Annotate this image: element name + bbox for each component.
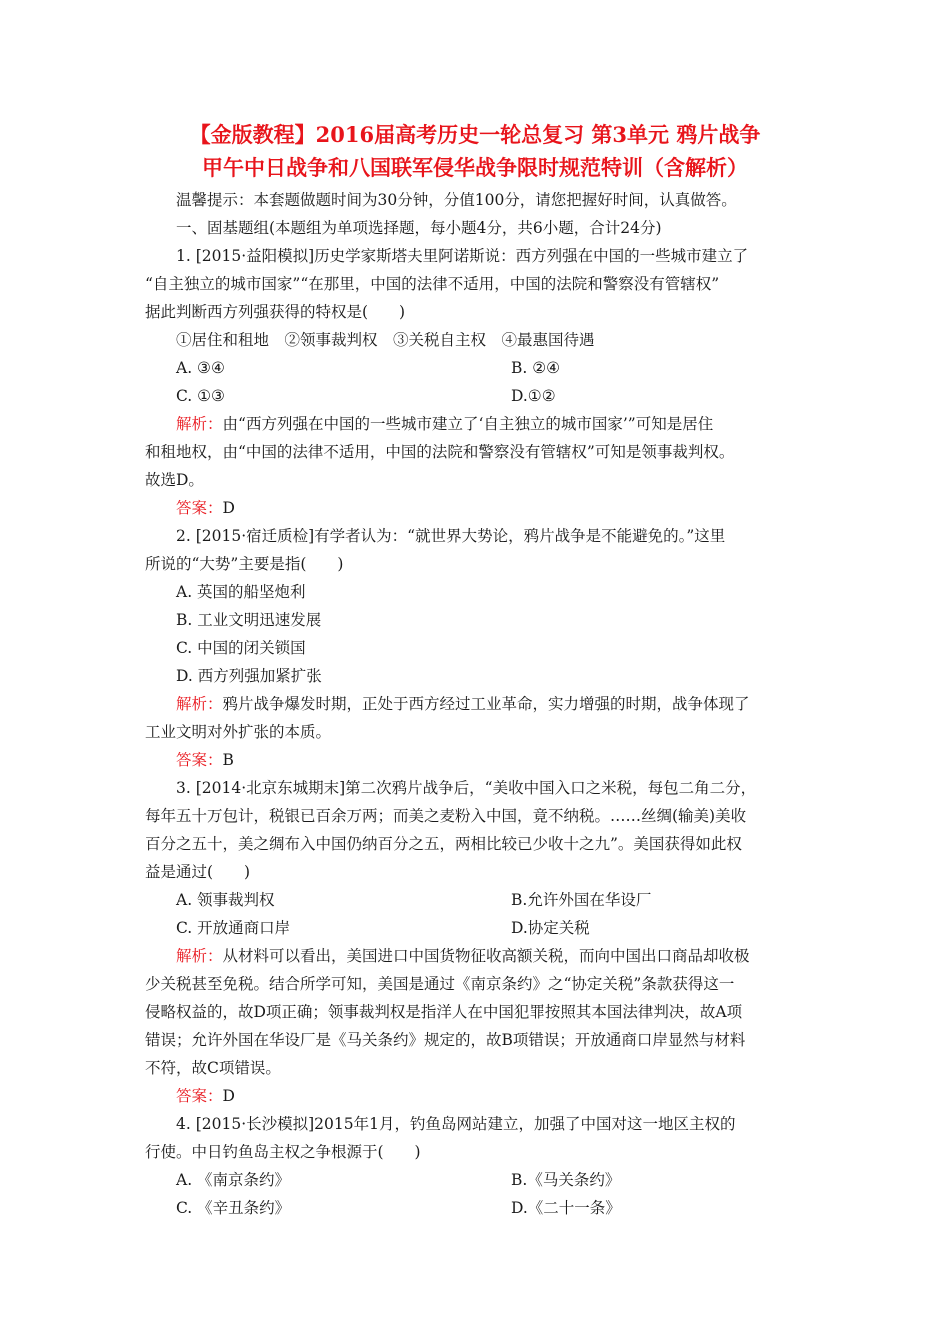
q2-stem-line1: 2. [2015·宿迁质检]有学者认为：“就世界大势论，鸦片战争是不能避免的。”这里	[176, 527, 726, 545]
q1-answer	[176, 498, 841, 518]
q1-items: ①居住和租地 ②领事裁判权 ③关税自主权 ④最惠国待遇	[176, 331, 595, 349]
q3-option-d: D.协定关税	[511, 919, 590, 937]
answer-value: D	[222, 499, 235, 517]
analysis-label: 解析：	[176, 415, 223, 433]
answer-label: 答案：	[176, 751, 223, 769]
q2-option-d: D. 西方列强加紧扩张	[176, 667, 322, 685]
q2-option-b: B. 工业文明迅速发展	[176, 611, 322, 629]
analysis-text: 从材料可以看出，美国进口中国货物征收高额关税，而向中国出口商品却收极	[222, 947, 750, 965]
q1-stem-line2: “自主独立的城市国家”“在那里，中国的法律不适用，中国的法院和警察没有管辖权”	[145, 275, 720, 293]
q3-option-b: B.允许外国在华设厂	[511, 891, 652, 909]
q3-stem-line1: 3. [2014·北京东城期末]第二次鸦片战争后，“美收中国入口之米税，每包二角二分，	[176, 779, 757, 797]
analysis-text: 鸦片战争爆发时期，正处于西方经过工业革命，实力增强的时期，战争体现了	[222, 695, 750, 713]
q1-analysis-line1	[176, 414, 841, 434]
q2-analysis-line2: 工业文明对外扩张的本质。	[145, 723, 332, 741]
q3-stem-line3: 百分之五十，美之绸布入中国仍纳百分之五，两相比较已少收十之九”。美国获得如此权	[145, 835, 742, 853]
q2-analysis-line1	[176, 694, 841, 714]
q3-analysis-line1	[176, 946, 841, 966]
q3-analysis-line2: 少关税甚至免税。结合所学可知，美国是通过《南京条约》之“协定关税”条款获得这一	[145, 975, 735, 993]
q1-option-a: A. ③④	[176, 359, 225, 377]
document-title-line2: 甲午中日战争和八国联军侵华战争限时规范特训（含解析）	[202, 155, 748, 180]
answer-value: D	[222, 1087, 235, 1105]
q3-stem-line4: 益是通过( )	[145, 863, 251, 881]
q1-option-b: B. ②④	[511, 359, 561, 377]
q2-option-a: A. 英国的船坚炮利	[176, 583, 306, 601]
q1-stem-line1: 1. [2015·益阳模拟]历史学家斯塔夫里阿诺斯说：西方列强在中国的一些城市建立了	[176, 247, 749, 265]
q2-answer	[176, 750, 841, 770]
section-heading: 一、固基题组(本题组为单项选择题，每小题4分，共6小题，合计24分)	[176, 219, 662, 237]
q3-analysis-line5: 不符，故C项错误。	[145, 1059, 281, 1077]
q4-option-d: D.《二十一条》	[511, 1199, 621, 1217]
q3-option-a: A. 领事裁判权	[176, 891, 275, 909]
q4-option-a: A. 《南京条约》	[176, 1171, 291, 1189]
q2-stem-line2: 所说的“大势”主要是指( )	[145, 555, 344, 573]
q3-analysis-line4: 错误；允许外国在华设厂是《马关条约》规定的，故B项错误；开放通商口岸显然与材料	[145, 1031, 746, 1049]
analysis-label: 解析：	[176, 695, 223, 713]
q4-option-b: B.《马关条约》	[511, 1171, 621, 1189]
analysis-label: 解析：	[176, 947, 223, 965]
q3-stem-line2: 每年五十万包计，税银已百余万两；而美之麦粉入中国，竟不纳税。……丝绸(输美)美收	[145, 807, 747, 825]
q1-analysis-line2: 和租地权，由“中国的法律不适用，中国的法院和警察没有管辖权”可知是领事裁判权。	[145, 443, 735, 461]
answer-label: 答案：	[176, 499, 223, 517]
q3-option-c: C. 开放通商口岸	[176, 919, 291, 937]
q3-analysis-line3: 侵略权益的，故D项正确；领事裁判权是指洋人在中国犯罪按照其本国法律判决，故A项	[145, 1003, 743, 1021]
answer-value: B	[222, 751, 234, 769]
q3-answer	[176, 1086, 841, 1106]
q4-option-c: C. 《辛丑条约》	[176, 1199, 291, 1217]
q2-option-c: C. 中国的闭关锁国	[176, 639, 306, 657]
q1-analysis-line3: 故选D。	[145, 471, 204, 489]
document-title-line1: 【金版教程】2016届高考历史一轮总复习 第3单元 鸦片战争	[189, 122, 761, 147]
analysis-text: 由“西方列强在中国的一些城市建立了‘自主独立的城市国家’”可知是居住	[222, 415, 714, 433]
q1-option-c: C. ①③	[176, 387, 225, 405]
answer-label: 答案：	[176, 1087, 223, 1105]
q4-stem-line2: 行使。中日钓鱼岛主权之争根源于( )	[145, 1143, 421, 1161]
q4-stem-line1: 4. [2015·长沙模拟]2015年1月，钓鱼岛网站建立，加强了中国对这一地区主权的	[176, 1115, 736, 1133]
q1-stem-line3: 据此判断西方列强获得的特权是( )	[145, 303, 406, 321]
tip-text: 温馨提示：本套题做题时间为30分钟，分值100分，请您把握好时间，认真做答。	[176, 191, 737, 209]
q1-option-d: D.①②	[511, 387, 556, 405]
